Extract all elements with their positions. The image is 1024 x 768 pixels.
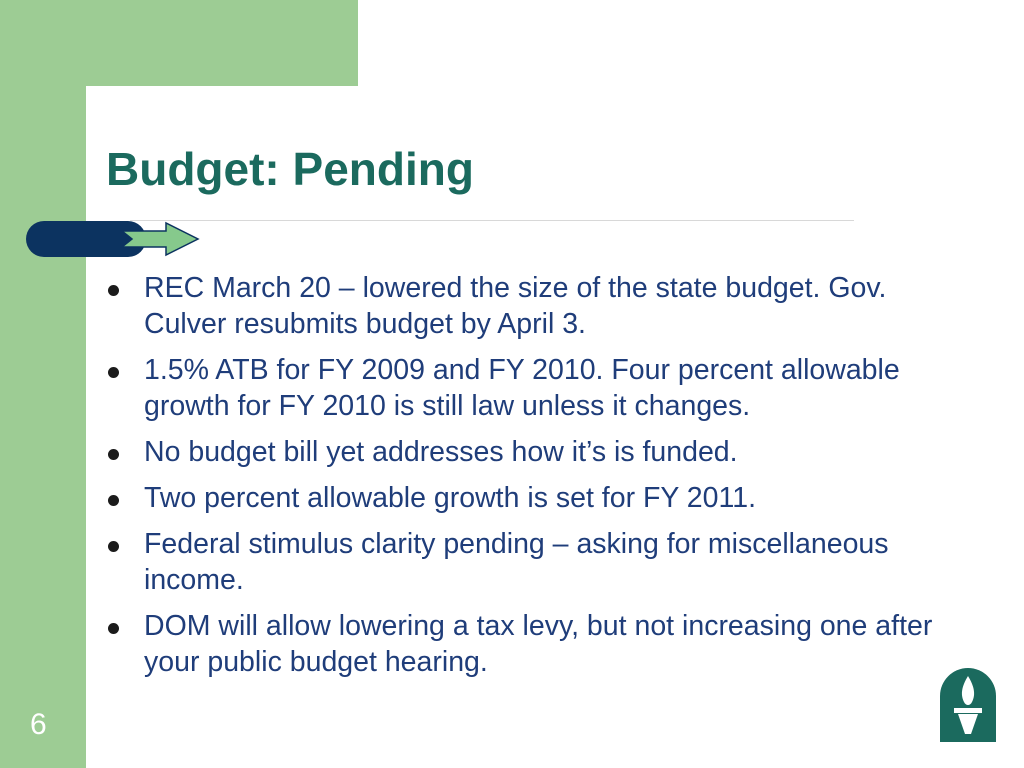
bullet-item [104,526,964,598]
accent-bar [26,221,206,257]
bullet-item [104,608,964,680]
torch-logo-icon [940,668,996,742]
bullet-item [104,434,964,470]
bullet-text: REC March 20 – lowered the size of the state budget. Gov. Culver resubmits budget by April 3. [144,272,887,340]
bullet-text: DOM will allow lowering a tax levy, but not increasing one after your public budget hearing. [144,610,933,678]
bullet-dot [108,285,119,296]
bullet-dot [108,495,119,506]
accent-pill [26,221,146,257]
title-divider [130,220,854,221]
sidebar-green-band [0,0,86,768]
bullet-item [104,270,964,342]
bullet-dot [108,541,119,552]
page-number: 6 [30,708,47,741]
slide-title: Budget: Pending [106,143,474,195]
bullet-text: Federal stimulus clarity pending – asking for miscellaneous income. [144,528,889,596]
bullet-text: 1.5% ATB for FY 2009 and FY 2010. Four percent allowable growth for FY 2010 is still law unless it changes. [144,354,900,422]
bullet-dot [108,449,119,460]
bullet-dot [108,367,119,378]
bullet-item [104,480,964,516]
bullet-text: Two percent allowable growth is set for FY 2011. [144,482,757,514]
bullet-dot [108,623,119,634]
top-green-band [0,0,358,86]
bullet-text: No budget bill yet addresses how it’s is funded. [144,436,738,468]
bullet-item [104,352,964,424]
bullet-list [104,270,964,690]
